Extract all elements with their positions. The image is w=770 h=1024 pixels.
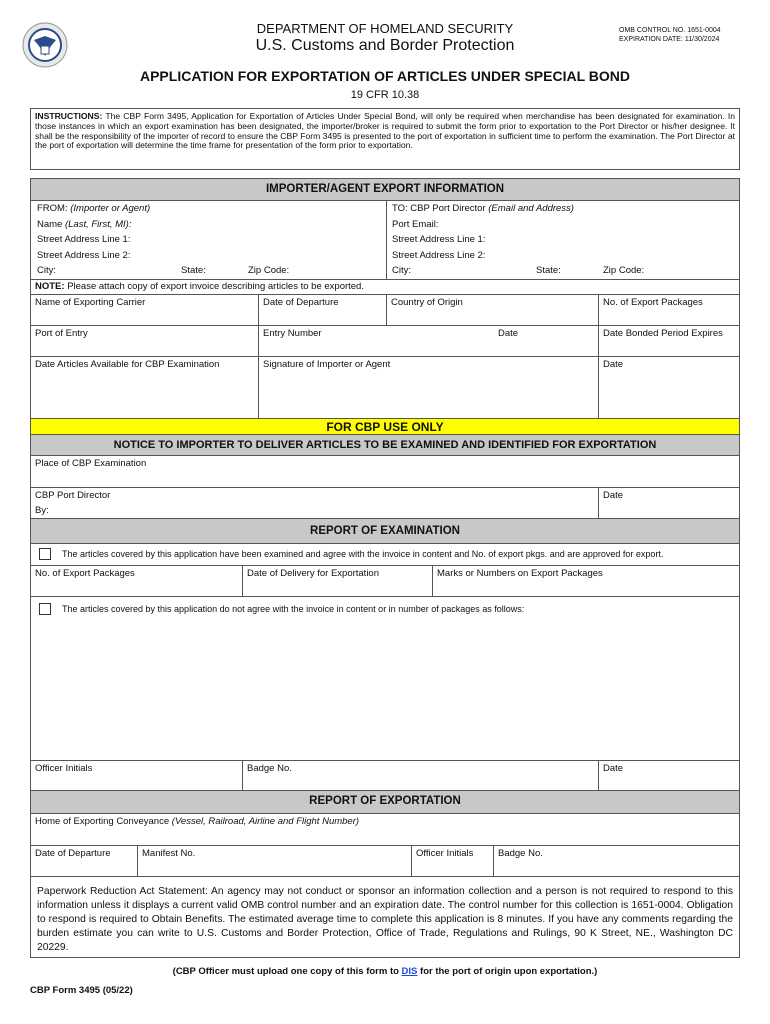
marks-field[interactable]: Marks or Numbers on Export Packages (432, 565, 740, 597)
to-state-label: State: (536, 265, 561, 276)
from-state-label: State: (181, 265, 206, 276)
officer-initials-field[interactable]: Officer Initials (30, 760, 243, 791)
from-zip-label: Zip Code: (248, 265, 290, 276)
to-city-label: City: (392, 265, 411, 276)
from-city-label: City: (37, 265, 56, 276)
exam-date-field[interactable]: Date (598, 760, 740, 791)
origin-field[interactable]: Country of Origin (386, 294, 599, 326)
port-director-field[interactable]: CBP Port Director By: (30, 487, 599, 519)
carrier-field[interactable]: Name of Exporting Carrier (30, 294, 259, 326)
from-label: FROM: (Importer or Agent) (37, 203, 151, 214)
director-date-field[interactable]: Date (598, 487, 740, 519)
instructions-box: INSTRUCTIONS: The CBP Form 3495, Application for Exportation of Articles Under Special Bond, will only be required when merchandise has been designated for examination. In those instances in which an export examination has been designated, the importer/broker is required to submit the form prior to exportation to the Port Director or his/her designee. It shall be the responsibility of the importer of record to ensure the CBP Form 3495 is presented to the port of exportation in sufficient time to perform the examination. The Port Director at the port of exportation will determine the time frame for presentation of the form prior to exportation. (30, 108, 740, 170)
sub-agency-name: U.S. Customs and Border Protection (255, 37, 515, 54)
form-id: CBP Form 3495 (05/22) (30, 985, 133, 996)
cfr-reference: 19 CFR 10.38 (350, 89, 420, 101)
name-label: Name (Last, First, MI): (37, 219, 132, 230)
upload-note: (CBP Officer must upload one copy of this form to DIS for the port of origin upon exportation.) (172, 966, 598, 977)
cbp-use-only-banner: FOR CBP USE ONLY (30, 418, 740, 435)
to-street1-label: Street Address Line 1: (392, 234, 486, 245)
notice-heading: NOTICE TO IMPORTER TO DELIVER ARTICLES TO BE EXAMINED AND IDENTIFIED FOR EXPORTATION (30, 434, 740, 456)
conveyance-field[interactable]: Home of Exporting Conveyance (Vessel, Railroad, Airline and Flight Number) (30, 813, 740, 846)
agree-checkbox[interactable] (39, 548, 51, 560)
agree-row: The articles covered by this application have been examined and agree with the invoice in content and No. of export pkgs. and are approved for export. (30, 543, 740, 566)
omb-number: OMB CONTROL NO. 1651-0004 (619, 27, 721, 34)
from-street2-label: Street Address Line 2: (37, 250, 131, 261)
disagree-checkbox[interactable] (39, 603, 51, 615)
exam-packages-field[interactable]: No. of Export Packages (30, 565, 243, 597)
paperwork-statement: Paperwork Reduction Act Statement: An agency may not conduct or sponsor an information collection and a person is not required to respond to this information unless it displays a current valid OMB control number and an expiration date. The control number for this collection is 1651-0004. Obligation to respond is required to Obtain Benefits. The estimated average time to complete this application is 8 minutes. If you have any comments regarding the burden estimate you can write to U.S. Customs and Border Protection, Office of Trade, Regulations and Rulings, 90 K Street, NE., Washington DC 20229. (30, 876, 740, 958)
expiration-date: EXPIRATION DATE: 11/30/2024 (619, 36, 720, 43)
dis-link[interactable]: DIS (401, 966, 418, 977)
signature-field[interactable]: Signature of Importer or Agent (258, 356, 599, 419)
departure-field[interactable]: Date of Departure (258, 294, 387, 326)
to-label: TO: CBP Port Director (Email and Address) (392, 203, 574, 214)
export-badge-field[interactable]: Badge No. (493, 845, 740, 877)
form-title: APPLICATION FOR EXPORTATION OF ARTICLES UNDER SPECIAL BOND (139, 68, 630, 84)
port-email-label: Port Email: (392, 219, 439, 230)
available-date-field[interactable]: Date Articles Available for CBP Examination (30, 356, 259, 419)
entry-number-field[interactable]: Entry Number Date (258, 325, 599, 357)
signature-date-field[interactable]: Date (598, 356, 740, 419)
delivery-date-field[interactable]: Date of Delivery for Exportation (242, 565, 433, 597)
note-row: NOTE: Please attach copy of export invoice describing articles to be exported. (30, 279, 740, 295)
exam-heading: REPORT OF EXAMINATION (30, 518, 740, 544)
export-departure-field[interactable]: Date of Departure (30, 845, 138, 877)
importer-section-heading: IMPORTER/AGENT EXPORT INFORMATION (30, 178, 740, 201)
packages-field[interactable]: No. of Export Packages (598, 294, 740, 326)
badge-field[interactable]: Badge No. (242, 760, 599, 791)
to-zip-label: Zip Code: (603, 265, 645, 276)
from-street1-label: Street Address Line 1: (37, 234, 131, 245)
to-street2-label: Street Address Line 2: (392, 250, 486, 261)
agency-name: DEPARTMENT OF HOMELAND SECURITY (256, 21, 514, 36)
bonded-expires-field[interactable]: Date Bonded Period Expires (598, 325, 740, 357)
manifest-field[interactable]: Manifest No. (137, 845, 412, 877)
export-officer-field[interactable]: Officer Initials (411, 845, 494, 877)
port-entry-field[interactable]: Port of Entry (30, 325, 259, 357)
disagree-row[interactable]: The articles covered by this application do not agree with the invoice in content or in number of packages as follows: (30, 596, 740, 761)
place-exam-field[interactable]: Place of CBP Examination (30, 455, 740, 488)
exportation-heading: REPORT OF EXPORTATION (30, 790, 740, 814)
